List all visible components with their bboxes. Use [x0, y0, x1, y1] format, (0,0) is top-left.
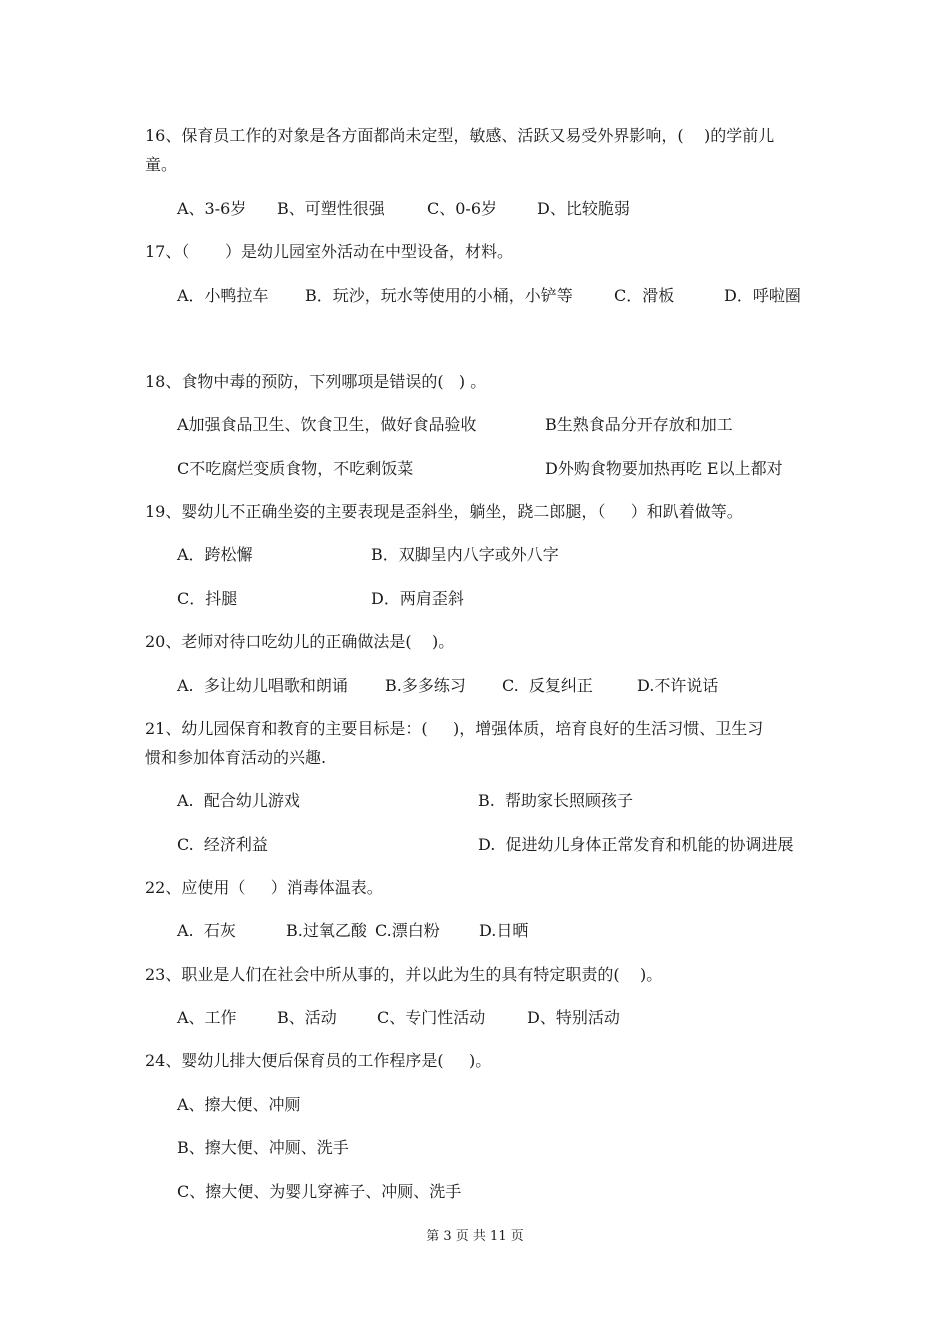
question-17-option-d: D．呼啦圈: [724, 286, 801, 305]
question-23-option-b: B、活动: [277, 1008, 337, 1027]
question-17-option-b: B．玩沙，玩水等使用的小桶，小铲等: [305, 286, 573, 305]
question-19-option-b: B．双脚呈内八字或外八字: [371, 545, 559, 564]
question-16-stem-line1: 16、保育员工作的对象是各方面都尚未定型，敏感、活跃又易受外界影响，( )的学前儿: [145, 126, 775, 145]
question-21-option-b: B. 帮助家长照顾孩子: [478, 791, 634, 810]
question-21-option-d: D. 促进幼儿身体正常发育和机能的协调进展: [478, 835, 794, 854]
question-18-stem: 18、食物中毒的预防，下列哪项是错误的( ) 。: [145, 372, 487, 391]
question-17-stem: 17、（ ）是幼儿园室外活动在中型设备，材料。: [145, 242, 513, 261]
question-16-stem-line2: 童。: [145, 155, 178, 174]
question-23-option-a: A、工作: [177, 1008, 237, 1027]
question-22-option-a: A. 石灰: [177, 921, 236, 940]
question-20-option-b: B.多多练习: [385, 676, 466, 695]
question-22-option-b: B.过氧乙酸: [286, 921, 367, 940]
question-20-option-c: C. 反复纠正: [502, 676, 593, 695]
question-24-option-a: A、擦大便、冲厕: [177, 1095, 301, 1114]
question-19-stem: 19、婴幼儿不正确坐姿的主要表现是歪斜坐，躺坐，跷二郎腿，（ ）和趴着做等。: [145, 502, 743, 521]
question-22-option-c: C.漂白粉: [375, 921, 440, 940]
question-24-stem: 24、婴幼儿排大便后保育员的工作程序是( )。: [145, 1051, 492, 1070]
question-16-option-a: A、3-6岁: [177, 199, 247, 218]
question-17-option-c: C．滑板: [614, 286, 675, 305]
question-17-option-a: A．小鸭拉车: [177, 286, 269, 305]
question-18-option-c: C不吃腐烂变质食物，不吃剩饭菜: [177, 459, 414, 478]
question-23-option-d: D、特别活动: [527, 1008, 620, 1027]
question-23-option-c: C、专门性活动: [377, 1008, 486, 1027]
question-24-option-c: C、擦大便、为婴儿穿裤子、冲厕、洗手: [177, 1182, 462, 1201]
question-20-stem: 20、老师对待口吃幼儿的正确做法是( )。: [145, 632, 455, 651]
question-18-option-b: B生熟食品分开存放和加工: [545, 415, 733, 434]
question-20-option-a: A. 多让幼儿唱歌和朗诵: [177, 676, 348, 695]
question-24-option-b: B、擦大便、冲厕、洗手: [177, 1138, 349, 1157]
question-16-option-b: B、可塑性很强: [277, 199, 385, 218]
page-number: 第 3 页 共 11 页: [426, 1229, 524, 1244]
question-23-stem: 23、职业是人们在社会中所从事的，并以此为生的具有特定职责的( )。: [145, 965, 663, 984]
question-22-option-d: D.日晒: [479, 921, 529, 940]
question-19-option-c: C．抖腿: [177, 589, 238, 608]
question-22-stem: 22、应使用（ ）消毒体温表。: [145, 878, 383, 897]
question-18-option-a: A加强食品卫生、饮食卫生，做好食品验收: [177, 415, 477, 434]
question-21-stem-line2: 惯和参加体育活动的兴趣.: [145, 748, 327, 767]
question-20-option-d: D.不许说话: [637, 676, 719, 695]
question-16-option-c: C、0-6岁: [427, 199, 498, 218]
question-19-option-d: D．两肩歪斜: [371, 589, 464, 608]
question-21-option-c: C. 经济利益: [177, 835, 268, 854]
question-21-stem-line1: 21、幼儿园保育和教育的主要目标是：( )，增强体质，培育良好的生活习惯、卫生习: [145, 719, 764, 738]
question-19-option-a: A．跨松懈: [177, 545, 253, 564]
question-16-option-d: D、比较脆弱: [537, 199, 630, 218]
question-21-option-a: A. 配合幼儿游戏: [177, 791, 300, 810]
question-18-option-d: D外购食物要加热再吃 E以上都对: [545, 459, 783, 478]
